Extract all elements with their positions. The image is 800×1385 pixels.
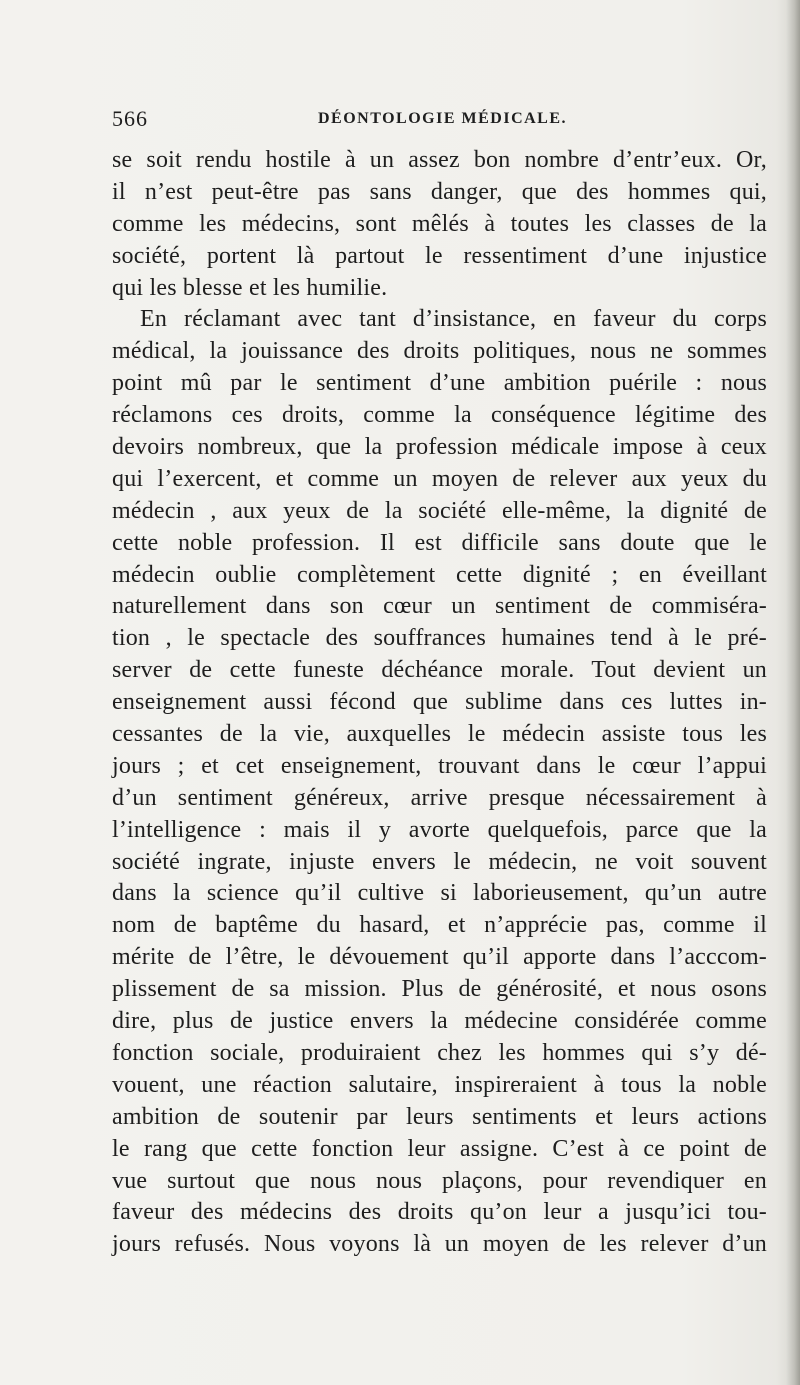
- text-line: qui l’exercent, et comme un moyen de relever aux yeux du: [112, 465, 767, 492]
- text-line: comme les médecins, sont mêlés à toutes les classes de la: [112, 210, 767, 237]
- body-text: [112, 145, 767, 1261]
- page-number: 566: [112, 106, 148, 131]
- text-line: dans la science qu’il cultive si laborieusement, qu’un autre: [112, 880, 767, 907]
- text-line: naturellement dans son cœur un sentiment de commiséra-: [112, 593, 767, 620]
- text-line: fonction sociale, produiraient chez les hommes qui s’y dé-: [112, 1039, 767, 1066]
- text-line: mérite de l’être, le dévouement qu’il apporte dans l’acccom-: [112, 944, 767, 971]
- text-line: nom de baptême du hasard, et n’apprécie pas, comme il: [112, 912, 767, 939]
- text-line: dire, plus de justice envers la médecine considérée comme: [112, 1008, 767, 1035]
- text-line: devoirs nombreux, que la profession médicale impose à ceux: [112, 434, 767, 461]
- text-line: le rang que cette fonction leur assigne. C’est à ce point de: [112, 1135, 767, 1162]
- text-line: d’un sentiment généreux, arrive presque nécessairement à: [112, 784, 767, 811]
- text-line: faveur des médecins des droits qu’on leur a jusqu’ici tou-: [112, 1199, 767, 1226]
- text-line: plissement de sa mission. Plus de générosité, et nous osons: [112, 976, 767, 1003]
- text-line: réclamons ces droits, comme la conséquence légitime des: [112, 402, 767, 429]
- text-line: ambition de soutenir par leurs sentiments et leurs actions: [112, 1103, 767, 1130]
- text-line: cessantes de la vie, auxquelles le médecin assiste tous les: [112, 721, 767, 748]
- text-line: tion , le spectacle des souffrances humaines tend à le pré-: [112, 625, 767, 652]
- text-line: enseignement aussi fécond que sublime dans ces luttes in-: [112, 689, 767, 716]
- text-line: société, portent là partout le ressentiment d’une injustice: [112, 242, 767, 269]
- text-line: server de cette funeste déchéance morale. Tout devient un: [112, 657, 767, 684]
- text-line: En réclamant avec tant d’insistance, en faveur du corps: [140, 306, 767, 333]
- text-line: se soit rendu hostile à un assez bon nombre d’entr’eux. Or,: [112, 147, 767, 173]
- text-line: société ingrate, injuste envers le médecin, ne voit souvent: [112, 848, 767, 875]
- text-line: il n’est peut-être pas sans danger, que des hommes qui,: [112, 178, 767, 205]
- text-line: jours ; et cet enseignement, trouvant dans le cœur l’appui: [112, 752, 767, 779]
- text-line: médecin , aux yeux de la société elle-même, la dignité de: [112, 497, 767, 524]
- text-line: vouent, une réaction salutaire, inspireraient à tous la noble: [112, 1071, 767, 1098]
- text-line: vue surtout que nous nous plaçons, pour revendiquer en: [112, 1167, 767, 1194]
- text-line: qui les blesse et les humilie.: [112, 274, 388, 301]
- text-line: point mû par le sentiment d’une ambition puérile : nous: [112, 370, 767, 397]
- text-line: médical, la jouissance des droits politiques, nous ne sommes: [112, 338, 767, 365]
- text-line: cette noble profession. Il est difficile sans doute que le: [112, 529, 767, 556]
- text-line: médecin oublie complètement cette dignité ; en éveillant: [112, 561, 767, 588]
- text-line: l’intelligence : mais il y avorte quelquefois, parce que la: [112, 816, 767, 843]
- running-head: DÉONTOLOGIE MÉDICALE.: [318, 110, 568, 127]
- text-line: jours refusés. Nous voyons là un moyen de les relever d’un: [112, 1231, 767, 1258]
- page-edge-shadow: [786, 0, 800, 1385]
- page-header: [112, 106, 762, 136]
